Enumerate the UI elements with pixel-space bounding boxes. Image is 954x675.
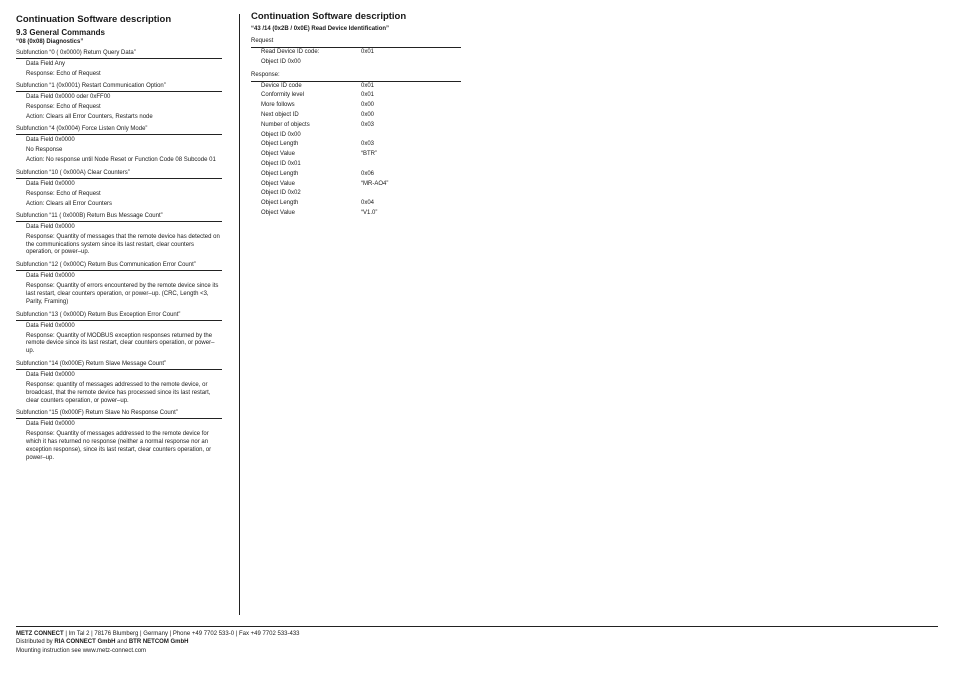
row-key: Object Value [261,209,295,216]
table-row [251,92,461,99]
table-row [251,141,461,148]
row-key: Object Length [261,141,299,148]
row-value: 0x01 [361,92,375,99]
diagnostics-heading: “08 (0x08) Diagnostics” [16,39,84,45]
request-label: Request [251,35,461,48]
row-key: Read Device ID code: [261,49,320,55]
read-device-id-heading: “43 /14 (0x2B / 0x0E) Read Device Identification” [251,26,390,32]
table-row [251,49,461,56]
subfunction-line: Response: Echo of Request [26,190,101,197]
left-title: Continuation Software description [16,14,172,25]
row-key: Object ID 0x01 [261,160,301,167]
table-row [251,171,461,178]
row-key: Device ID code [261,82,302,89]
row-value: 0x00 [361,102,375,109]
subfunction-header: Subfunction “12 ( 0x000C) Return Bus Communication Error Count” [16,260,222,271]
row-key: Next object ID [261,111,299,118]
subfunction-line: Action: Clears all Error Counters [26,200,113,207]
right-column [251,11,461,220]
row-value [361,161,461,168]
row-key: Object ID 0x02 [261,190,301,197]
table-row [251,83,461,90]
subfunction-header: Subfunction “15 (0x000F) Return Slave No Response Count” [16,408,222,419]
footer-line-1 [16,630,300,638]
subfunction-line: No Response [26,147,63,153]
subfunction-line: Action: No response until Node Reset or Function Code 08 Subcode 01 [26,157,216,163]
row-value: “V1.0” [361,209,378,216]
row-value: “MR-AO4” [361,180,389,187]
right-title: Continuation Software description [251,11,407,22]
footer-address: | Im Tal 2 | 78176 Blumberg | Germany | Phone +49 7702 533-0 | Fax +49 7702 533-433 [63,631,300,637]
table-row [251,200,461,207]
row-value [361,132,461,139]
subfunction-line: Response: quantity of messages addressed to the remote device, or broadcast, that the remote device has processed since its last restart, clear counters operation, or power–up. [26,381,211,404]
subfunction-line: Response: Quantity of messages addressed to the remote device for which it has returned no response (neither a normal response nor an exception response), since its last restart, clear counters operation, or power–up. [26,431,212,461]
table-row [251,122,461,129]
subfunction-line: Data Field 0x0000 [26,322,75,329]
row-value: “BTR” [361,151,377,158]
subfunction-line: Data Field 0x0000 [26,273,75,280]
row-value: 0x03 [361,141,375,148]
footer-mounting: Mounting instruction see www.metz-connect.com [16,647,147,654]
subfunction-line: Response: Quantity of errors encountered by the remote device since its last restart, clear counters operation, or power–up. (CRC, Length <3, Parity, Framing) [26,283,219,305]
row-value: 0x06 [361,170,375,177]
subfunction-line: Response: Quantity of messages that the remote device has detected on the communications system since its last restart, clear counters operation, or power–up. [26,233,220,256]
subfunction-line: Response: Echo of Request [26,71,101,77]
table-row [251,161,461,168]
table-row [251,151,461,158]
table-row [251,59,461,66]
footer-divider [16,626,938,627]
column-divider [239,14,240,615]
footer-dist-prefix: Distributed by [16,639,55,646]
table-row [251,102,461,109]
row-key: Object Length [261,200,299,207]
row-value: 0x01 [361,49,375,55]
row-key: Object Value [261,180,295,187]
row-value: 0x00 [361,111,375,118]
subfunction-header: Subfunction “13 ( 0x000D) Return Bus Exception Error Count” [16,310,222,321]
subfunction-header: Subfunction “0 ( 0x0000) Return Query Data” [16,48,222,59]
subfunction-header: Subfunction “14 (0x000E) Return Slave Message Count” [16,359,222,370]
footer-line-2 [16,638,300,646]
response-label: Response: [251,69,461,82]
footer-dist-and: and [115,639,129,646]
subfunction-header: Subfunction “11 ( 0x000B) Return Bus Message Count” [16,211,222,222]
row-key: Object ID 0x00 [261,58,301,65]
row-value: 0x01 [361,82,375,89]
row-key: Object ID 0x00 [261,131,301,138]
table-row [251,210,461,217]
subfunction-line: Data Field 0x0000 [26,371,75,378]
row-value [361,190,461,197]
row-key: Conformity level [261,92,305,99]
section-heading: 9.3 General Commands [16,28,105,37]
table-row [251,190,461,197]
footer-company: METZ CONNECT [16,631,64,637]
table-row [251,132,461,139]
subfunction-line: Data Field 0x0000 [26,421,75,428]
subfunction-header: Subfunction “10 ( 0x000A) Clear Counters” [16,168,222,179]
row-key: Object Value [261,151,295,158]
row-value [361,59,461,66]
subfunction-line: Response: Quantity of MODBUS exception responses returned by the remote device since its last restart, clear counters operation, or power–up. [26,332,215,355]
response-table [251,83,461,217]
subfunction-line: Data Field 0x0000 oder 0xFF00 [26,94,111,100]
footer-dist-company-2: BTR NETCOM GmbH [128,639,189,646]
subfunction-line: Data Field 0x0000 [26,180,75,187]
row-key: More follows [261,102,295,109]
table-row [251,181,461,188]
subfunction-line: Response: Echo of Request [26,104,101,110]
row-value: 0x03 [361,121,375,128]
request-table [251,49,461,66]
row-key: Number of objects [261,121,310,128]
footer [16,630,300,655]
left-column [16,14,222,466]
subfunction-line: Action: Clears all Error Counters, Restarts node [26,114,153,120]
subfunction-line: Data Field Any [26,61,66,67]
subfunction-line: Data Field 0x0000 [26,223,75,230]
subfunction-header: Subfunction “4 (0x0004) Force Listen Only Mode” [16,124,222,135]
subfunction-header: Subfunction “1 (0x0001) Restart Communication Option” [16,81,222,92]
table-row [251,112,461,119]
subfunction-line: Data Field 0x0000 [26,137,75,143]
row-key: Object Length [261,170,299,177]
row-value: 0x04 [361,200,375,207]
footer-dist-company-1: RIA CONNECT GmbH [54,639,116,646]
subfunction-list [16,48,222,463]
